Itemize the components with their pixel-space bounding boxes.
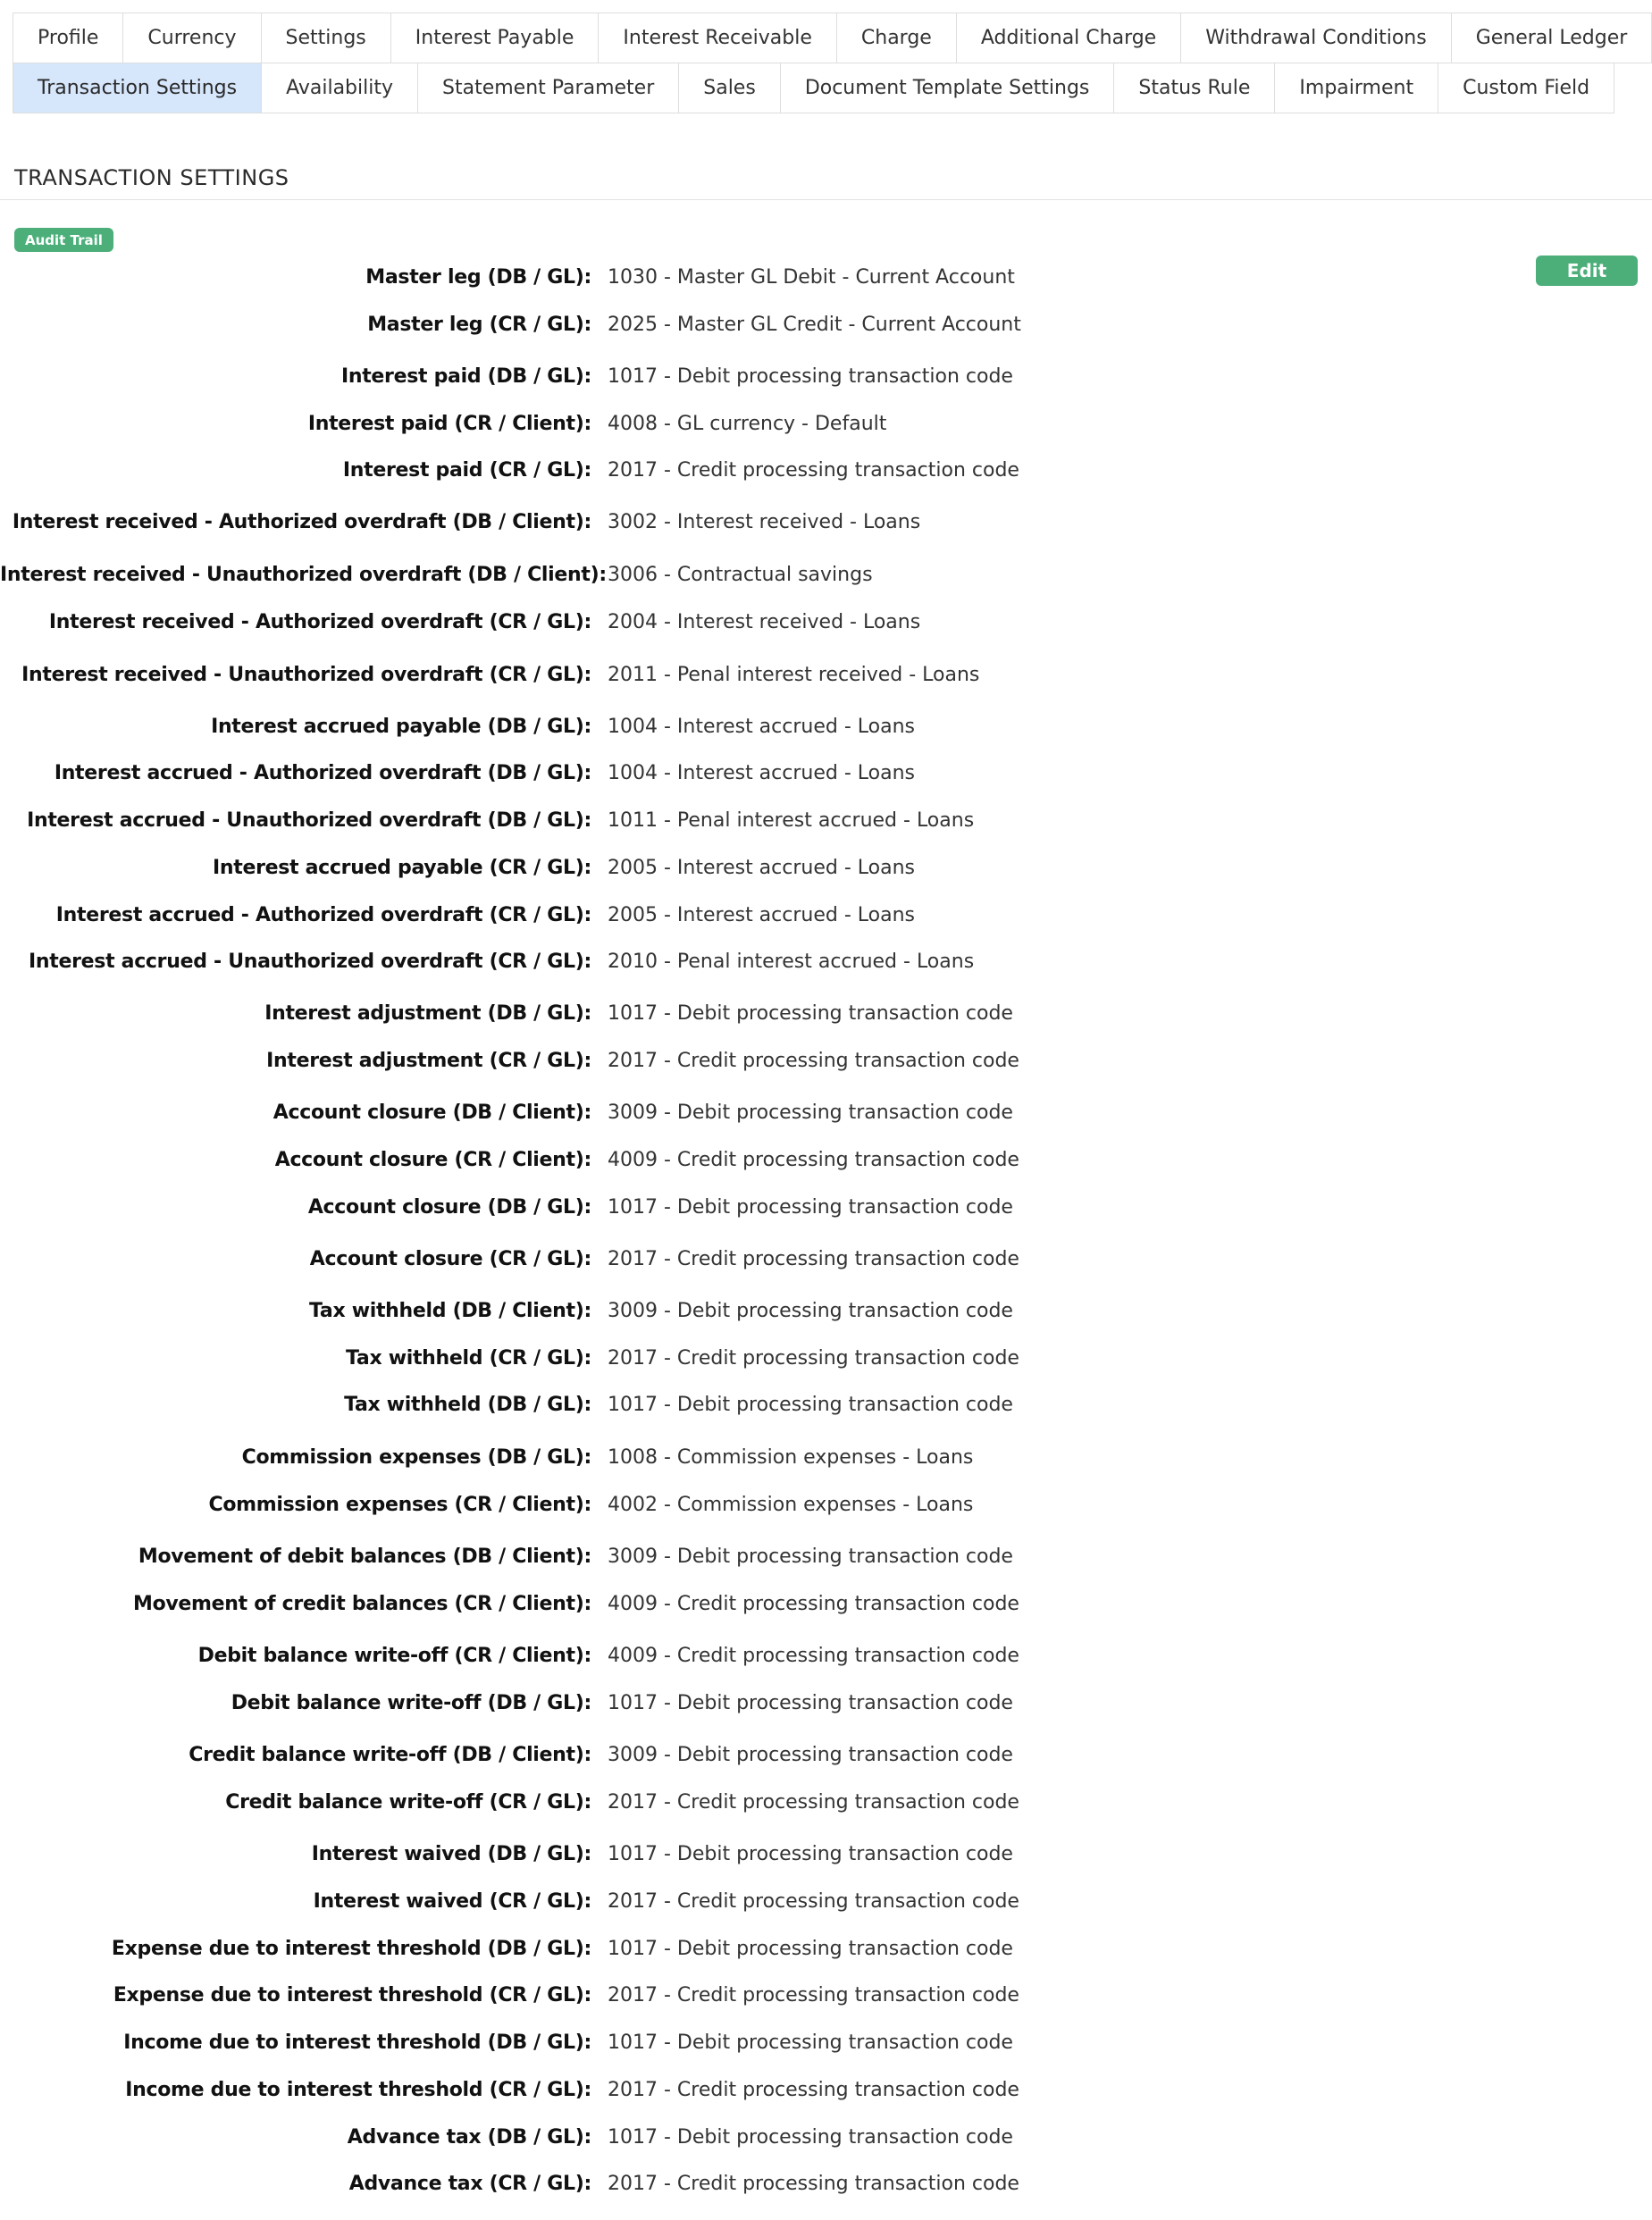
field-label: Interest accrued - Unauthorized overdraft (CR / GL): — [29, 950, 591, 973]
field-label: Income due to interest threshold (DB / GL): — [123, 2031, 591, 2054]
field-value: 1017 - Debit processing transaction code — [608, 1001, 1013, 1025]
tab-charge[interactable]: Charge — [836, 13, 957, 63]
field-row — [0, 2119, 1652, 2155]
field-value: 3009 - Debit processing transaction code — [608, 1743, 1013, 1766]
field-label: Income due to interest threshold (CR / GL): — [125, 2078, 591, 2101]
edit-button[interactable]: Edit — [1536, 256, 1638, 286]
field-row — [0, 2072, 1652, 2107]
field-value: 3006 - Contractual savings — [608, 563, 873, 586]
field-row — [0, 1685, 1652, 1721]
field-value: 1017 - Debit processing transaction code — [608, 1937, 1013, 1960]
field-row — [0, 452, 1652, 488]
field-row — [0, 1931, 1652, 1966]
field-label: Account closure (CR / GL): — [309, 1247, 591, 1270]
field-row — [0, 1737, 1652, 1772]
field-row — [0, 802, 1652, 838]
field-row — [0, 1094, 1652, 1130]
tab-general-ledger[interactable]: General Ledger — [1451, 13, 1652, 63]
field-value: 2017 - Credit processing transaction code — [608, 2078, 1019, 2101]
field-label: Interest accrued payable (DB / GL): — [211, 715, 591, 738]
field-row — [0, 1784, 1652, 1820]
field-value: 4009 - Credit processing transaction code — [608, 1592, 1019, 1615]
field-value: 2025 - Master GL Credit - Current Account — [608, 313, 1021, 336]
tab-transaction-settings[interactable]: Transaction Settings — [13, 63, 262, 113]
field-row — [0, 1189, 1652, 1225]
field-row — [0, 1043, 1652, 1078]
field-row — [0, 657, 1652, 692]
field-row — [0, 1439, 1652, 1475]
field-value: 1011 - Penal interest accrued - Loans — [608, 808, 975, 832]
field-row — [0, 2024, 1652, 2060]
field-label: Tax withheld (DB / Client): — [309, 1299, 591, 1322]
field-label: Interest received - Authorized overdraft (CR / GL): — [48, 610, 591, 633]
section-title: TRANSACTION SETTINGS — [14, 165, 289, 190]
tab-status-rule[interactable]: Status Rule — [1113, 63, 1275, 113]
field-row — [0, 259, 1652, 295]
field-value: 4009 - Credit processing transaction code — [608, 1644, 1019, 1667]
field-row — [0, 995, 1652, 1031]
field-row — [0, 1386, 1652, 1422]
field-value: 1017 - Debit processing transaction code — [608, 1691, 1013, 1714]
field-label: Interest accrued - Authorized overdraft (CR / GL): — [55, 903, 591, 926]
audit-trail-button[interactable]: Audit Trail — [14, 228, 113, 252]
field-label: Advance tax (CR / GL): — [348, 2172, 591, 2195]
field-value: 4009 - Credit processing transaction code — [608, 1148, 1019, 1171]
field-label: Movement of credit balances (CR / Client): — [132, 1592, 591, 1615]
tab-bar — [13, 13, 1652, 113]
field-label: Advance tax (DB / GL): — [347, 2125, 591, 2149]
field-label: Movement of debit balances (DB / Client): — [138, 1545, 591, 1568]
tab-availability[interactable]: Availability — [261, 63, 418, 113]
field-value: 1004 - Interest accrued - Loans — [608, 715, 915, 738]
field-label: Expense due to interest threshold (DB / GL): — [111, 1937, 591, 1960]
tab-row-1 — [13, 13, 1652, 63]
field-row — [0, 1241, 1652, 1277]
field-row — [0, 708, 1652, 744]
tab-statement-parameter[interactable]: Statement Parameter — [417, 63, 679, 113]
field-value: 2017 - Credit processing transaction code — [608, 1790, 1019, 1814]
tab-additional-charge[interactable]: Additional Charge — [956, 13, 1181, 63]
field-row — [0, 1293, 1652, 1328]
field-value: 1017 - Debit processing transaction code — [608, 1195, 1013, 1219]
field-value: 1017 - Debit processing transaction code — [608, 2125, 1013, 2149]
field-label: Debit balance write-off (DB / GL): — [231, 1691, 591, 1714]
tab-interest-payable[interactable]: Interest Payable — [390, 13, 600, 63]
field-label: Credit balance write-off (DB / Client): — [189, 1743, 591, 1766]
tab-row-2 — [13, 63, 1652, 113]
field-row — [0, 1836, 1652, 1872]
field-label: Master leg (CR / GL): — [367, 313, 591, 336]
field-row — [0, 1883, 1652, 1919]
field-value: 2017 - Credit processing transaction code — [608, 1889, 1019, 1913]
field-label: Credit balance write-off (CR / GL): — [225, 1790, 591, 1814]
field-value: 1017 - Debit processing transaction code — [608, 2031, 1013, 2054]
field-row — [0, 406, 1652, 441]
field-row — [0, 358, 1652, 394]
field-label: Interest paid (CR / Client): — [307, 412, 591, 435]
field-label: Interest received - Unauthorized overdraft (CR / GL): — [21, 663, 591, 686]
field-row — [0, 306, 1652, 342]
tab-settings[interactable]: Settings — [261, 13, 391, 63]
field-label: Commission expenses (CR / Client): — [208, 1493, 591, 1516]
field-label: Interest waived (DB / GL): — [311, 1842, 591, 1865]
field-label: Interest accrued payable (CR / GL): — [213, 856, 591, 879]
field-label: Commission expenses (DB / GL): — [241, 1445, 591, 1469]
field-row — [0, 943, 1652, 979]
field-value: 1017 - Debit processing transaction code — [608, 1393, 1013, 1416]
tab-sales[interactable]: Sales — [678, 63, 781, 113]
field-label: Debit balance write-off (CR / Client): — [197, 1644, 591, 1667]
field-label: Account closure (CR / Client): — [274, 1148, 591, 1171]
field-label: Tax withheld (DB / GL): — [344, 1393, 591, 1416]
tab-profile[interactable]: Profile — [13, 13, 123, 63]
field-row — [0, 504, 1652, 540]
field-label: Tax withheld (CR / GL): — [346, 1346, 591, 1370]
field-value: 1017 - Debit processing transaction code — [608, 1842, 1013, 1865]
section-divider — [0, 199, 1652, 200]
field-value: 1017 - Debit processing transaction code — [608, 364, 1013, 388]
field-value: 2017 - Credit processing transaction code — [608, 2172, 1019, 2195]
field-value: 2017 - Credit processing transaction code — [608, 458, 1019, 482]
field-value: 1030 - Master GL Debit - Current Account — [608, 265, 1015, 289]
field-label: Expense due to interest threshold (CR / GL): — [113, 1983, 591, 2006]
field-row — [0, 557, 1652, 592]
field-row — [0, 1586, 1652, 1621]
field-value: 2017 - Credit processing transaction code — [608, 1247, 1019, 1270]
tab-impairment[interactable]: Impairment — [1274, 63, 1438, 113]
field-row — [0, 1977, 1652, 2013]
field-value: 2010 - Penal interest accrued - Loans — [608, 950, 975, 973]
field-label: Master leg (DB / GL): — [365, 265, 591, 289]
field-label: Interest paid (CR / GL): — [342, 458, 591, 482]
field-label: Account closure (DB / GL): — [307, 1195, 591, 1219]
field-value: 2017 - Credit processing transaction code — [608, 1983, 1019, 2006]
field-value: 3002 - Interest received - Loans — [608, 510, 921, 533]
field-label: Interest accrued - Unauthorized overdraft (DB / GL): — [27, 808, 591, 832]
field-row — [0, 1340, 1652, 1376]
tab-currency[interactable]: Currency — [122, 13, 261, 63]
field-value: 2004 - Interest received - Loans — [608, 610, 921, 633]
field-row — [0, 1538, 1652, 1574]
field-row — [0, 1142, 1652, 1177]
field-label: Interest waived (CR / GL): — [313, 1889, 591, 1913]
field-row — [0, 755, 1652, 791]
field-label: Interest accrued - Authorized overdraft (DB / GL): — [54, 761, 591, 784]
field-row — [0, 604, 1652, 640]
field-value: 2005 - Interest accrued - Loans — [608, 903, 915, 926]
field-value: 4008 - GL currency - Default — [608, 412, 887, 435]
field-value: 2017 - Credit processing transaction code — [608, 1049, 1019, 1072]
field-row — [0, 1638, 1652, 1673]
tab-custom-field[interactable]: Custom Field — [1438, 63, 1614, 113]
field-value: 4002 - Commission expenses - Loans — [608, 1493, 974, 1516]
field-value: 3009 - Debit processing transaction code — [608, 1299, 1013, 1322]
field-value: 2017 - Credit processing transaction code — [608, 1346, 1019, 1370]
field-row — [0, 897, 1652, 933]
field-label: Interest received - Authorized overdraft (DB / Client): — [12, 510, 591, 533]
field-label: Account closure (DB / Client): — [273, 1101, 591, 1124]
tab-document-template-settings[interactable]: Document Template Settings — [780, 63, 1115, 113]
field-row — [0, 2166, 1652, 2201]
field-label: Interest paid (DB / GL): — [340, 364, 591, 388]
field-label: Interest adjustment (CR / GL): — [266, 1049, 591, 1072]
field-label: Interest adjustment (DB / GL): — [264, 1001, 591, 1025]
field-row — [0, 850, 1652, 885]
tab-interest-receivable[interactable]: Interest Receivable — [598, 13, 836, 63]
field-value: 2011 - Penal interest received - Loans — [608, 663, 980, 686]
field-value: 3009 - Debit processing transaction code — [608, 1101, 1013, 1124]
tab-withdrawal-conditions[interactable]: Withdrawal Conditions — [1180, 13, 1451, 63]
field-row — [0, 1487, 1652, 1522]
field-value: 3009 - Debit processing transaction code — [608, 1545, 1013, 1568]
field-value: 1008 - Commission expenses - Loans — [608, 1445, 974, 1469]
field-value: 1004 - Interest accrued - Loans — [608, 761, 915, 784]
field-label: Interest received - Unauthorized overdraft (DB / Client): — [0, 563, 607, 586]
field-value: 2005 - Interest accrued - Loans — [608, 856, 915, 879]
